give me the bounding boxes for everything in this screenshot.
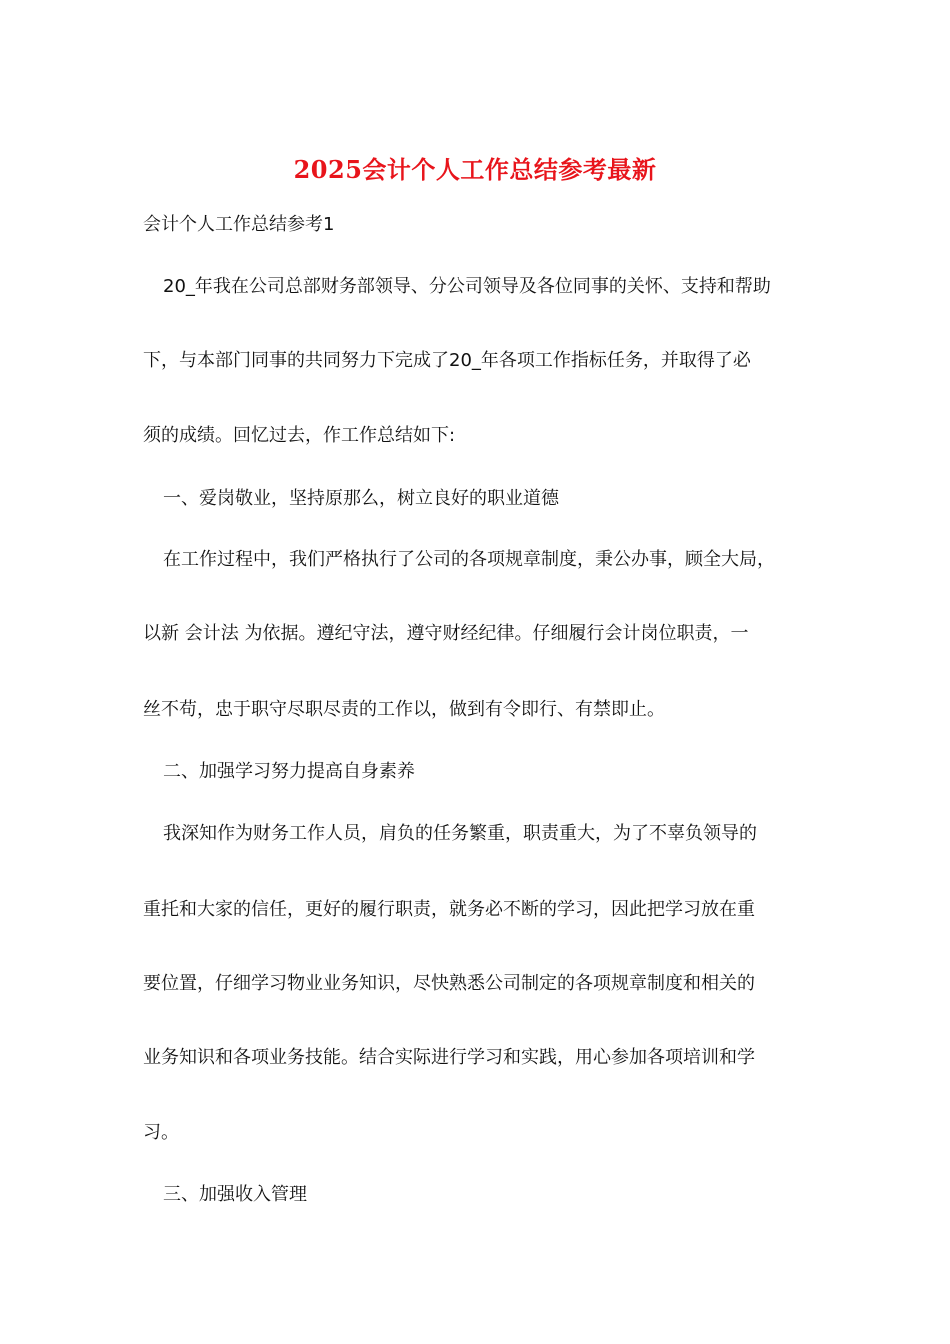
section-heading: 会计个人工作总结参考1 — [143, 214, 335, 235]
subsection-heading: 二、加强学习努力提高自身素养 — [163, 761, 415, 782]
paragraph-line: 业务知识和各项业务技能。结合实际进行学习和实践，用心参加各项培训和学 — [143, 1047, 755, 1068]
paragraph-line: 重托和大家的信任，更好的履行职责，就务必不断的学习，因此把学习放在重 — [143, 899, 755, 920]
paragraph-line: 20_年我在公司总部财务部领导、分公司领导及各位同事的关怀、支持和帮助 — [163, 276, 771, 297]
paragraph-line: 须的成绩。回忆过去，作工作总结如下: — [143, 425, 456, 446]
paragraph-line: 以新 会计法 为依据。遵纪守法，遵守财经纪律。仔细履行会计岗位职责，一 — [143, 623, 749, 644]
paragraph-line: 我深知作为财务工作人员，肩负的任务繁重，职责重大，为了不辜负领导的 — [163, 823, 757, 844]
subsection-heading: 三、加强收入管理 — [163, 1184, 307, 1205]
paragraph-line: 习。 — [143, 1122, 179, 1143]
paragraph-line: 下，与本部门同事的共同努力下完成了20_年各项工作指标任务，并取得了必 — [143, 350, 751, 371]
paragraph-line: 要位置，仔细学习物业业务知识，尽快熟悉公司制定的各项规章制度和相关的 — [143, 973, 755, 994]
paragraph-line: 在工作过程中，我们严格执行了公司的各项规章制度，秉公办事，顾全大局， — [163, 549, 775, 570]
document-title: 2025会计个人工作总结参考最新 — [293, 155, 657, 184]
subsection-heading: 一、爱岗敬业，坚持原那么，树立良好的职业道德 — [163, 488, 559, 509]
paragraph-line: 丝不苟，忠于职守尽职尽责的工作以，做到有令即行、有禁即止。 — [143, 699, 665, 720]
